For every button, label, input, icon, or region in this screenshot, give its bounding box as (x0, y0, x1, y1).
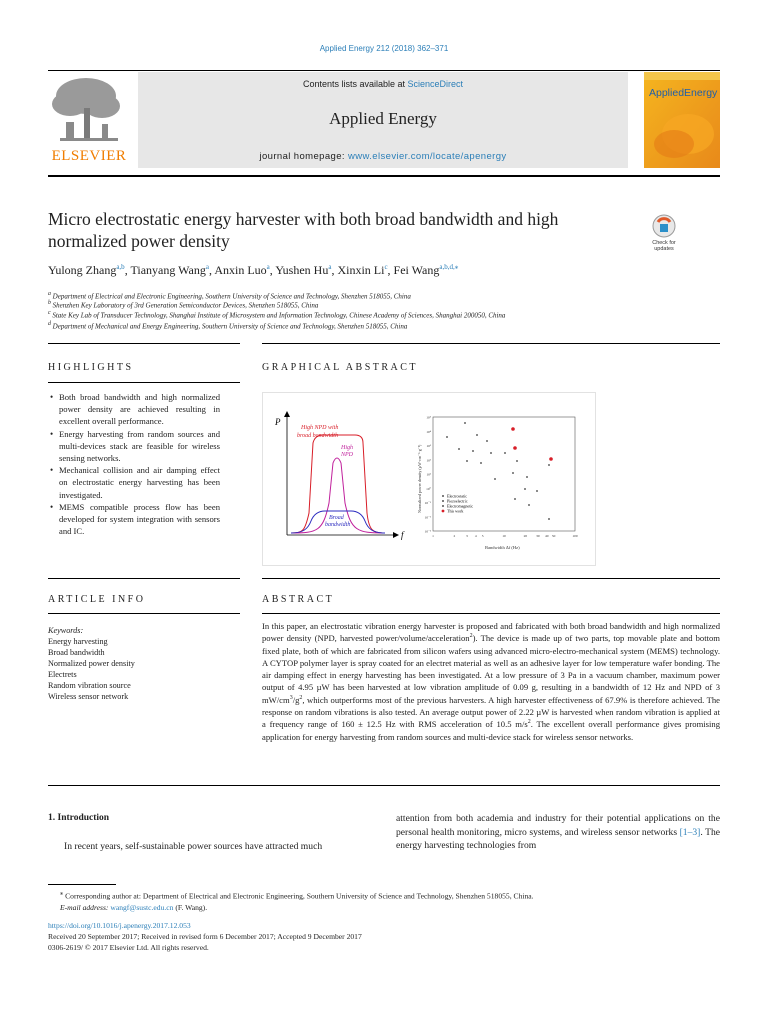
x-tick-label: 1 (432, 534, 434, 538)
graphical-abstract-svg (263, 393, 595, 565)
author-affiliation-mark[interactable]: c (384, 263, 388, 271)
data-point (504, 452, 506, 454)
journal-homepage (138, 151, 628, 162)
check-for-updates-badge[interactable] (646, 212, 682, 252)
homepage-link[interactable]: www.elsevier.com/locate/apenergy (348, 151, 507, 162)
diagram-y-arrow (284, 411, 290, 417)
introduction-heading: 1. Introduction (48, 813, 110, 823)
this-work-point (513, 446, 517, 450)
email-link[interactable]: wangf@sustc.edu.cn (110, 902, 174, 912)
label-high-npd: High (341, 445, 353, 451)
y-tick-label: 10⁵ (426, 415, 431, 420)
author-affiliation-mark[interactable]: a (328, 263, 332, 271)
author-affiliation-mark[interactable]: a (205, 263, 209, 271)
x-tick-label: 4 (474, 534, 477, 538)
badge-line-1: Check for (652, 240, 676, 246)
keyword: Electrets (48, 670, 77, 679)
label-broad-2: bandwidth (325, 522, 351, 528)
reference-link[interactable]: [1–3] (679, 826, 701, 838)
data-point (528, 504, 530, 506)
contents-available (138, 79, 628, 89)
author-name[interactable]: Tianyang Wang (130, 263, 206, 277)
journal-cover-image[interactable] (644, 72, 720, 168)
keywords-label: Keywords: (48, 626, 84, 635)
data-point (494, 478, 496, 480)
affiliation-mark: a (48, 291, 51, 297)
highlights-rule (48, 343, 240, 344)
article-title: Micro electrostatic energy harvester with both broad bandwidth and high normalized power density (48, 209, 559, 251)
x-tick-label: 100 (572, 534, 578, 538)
affiliation (48, 300, 688, 309)
x-tick-label: 40 (544, 534, 549, 538)
data-point (472, 450, 474, 452)
affiliation-mark: b (48, 300, 51, 306)
graphical-abstract-figure[interactable] (262, 392, 596, 566)
y-tick-label: 10¹ (426, 472, 431, 477)
author-name[interactable]: Yushen Hu (275, 263, 329, 277)
x-tick-label: 10 (502, 534, 506, 538)
author-name[interactable]: Fei Wang (393, 263, 440, 277)
highlight-item: • Both broad bandwidth and high normalized power density are achieved resulting in excellent overall performance. (48, 391, 220, 428)
contents-prefix: Contents lists available at (302, 79, 408, 89)
top-rule (48, 70, 720, 71)
data-point (524, 488, 526, 490)
abstract-part: . The excellent overall performance gives promising application for energy harvesting from random sources and multi-device stack for wireless sensor networks. (262, 719, 720, 742)
abstract-sup: 3 (289, 694, 293, 701)
keyword: Energy harvesting (48, 637, 108, 646)
label-broad: Broad (329, 515, 344, 521)
highlights-heading: HIGHLIGHTS (48, 362, 134, 373)
footnote-mark: ⁎ (60, 890, 64, 897)
author-name[interactable]: Anxin Luo (214, 263, 267, 277)
affiliation (48, 321, 688, 330)
scatter-y-label: Normalized power density (µW·cm⁻³·g⁻²) (417, 444, 422, 513)
keyword: Wireless sensor network (48, 692, 129, 701)
abstract-part: In this paper, an electrostatic vibration energy harvester is proposed and fabricated with both broad bandwidth and high normalized power density (NPD, harvested power/volume/acceleration (262, 621, 720, 644)
legend-marker (442, 505, 444, 507)
email-suffix: (F. Wang). (173, 902, 208, 912)
affiliation (48, 291, 688, 300)
x-tick-label: 30 (536, 534, 540, 538)
journal-title: Applied Energy (329, 109, 437, 128)
affiliation-text: Shenzhen Key Laboratory of 3rd Generation Semiconductor Devices, Shenzhen 518055, China (52, 301, 319, 310)
author-name[interactable]: Yulong Zhang (48, 263, 117, 277)
introduction-right-column (396, 812, 720, 853)
data-point (486, 440, 488, 442)
footnote-rule (48, 884, 116, 885)
keywords-block (48, 625, 248, 702)
label-high-npd-broad: High NPD with (301, 425, 339, 431)
legend-entry: Electrostatic (447, 493, 467, 499)
keyword: Normalized power density (48, 659, 135, 668)
diagram-y-label: P (275, 417, 281, 427)
copyright: 0306-2619/ © 2017 Elsevier Ltd. All rights reserved. (48, 943, 209, 952)
author-affiliation-mark[interactable]: a,b,d,⁎ (439, 263, 459, 271)
sciencedirect-link[interactable]: ScienceDirect (407, 79, 464, 89)
article-info-underline (48, 613, 240, 614)
affiliation-text: Department of Electrical and Electronic Engineering, Southern University of Science and Technology, Shenzhen 518055, China (52, 292, 411, 301)
scatter-y-ticks (425, 416, 432, 534)
badge-line-2: updates (654, 246, 674, 252)
data-point (514, 498, 516, 500)
doi-block (48, 920, 720, 953)
homepage-prefix: journal homepage: (259, 151, 348, 162)
x-tick-label: 5 (481, 534, 484, 538)
abstract-rule (262, 578, 720, 579)
legend-entry: Piezoelectric (447, 498, 468, 504)
legend-entry: This work (447, 508, 464, 514)
x-tick-label: 20 (523, 534, 528, 538)
scatter-legend (442, 494, 474, 514)
label-high-npd-broad-2: broad bandwidth (297, 433, 338, 439)
author-affiliation-mark[interactable]: a,b (116, 263, 125, 271)
highlight-item: • MEMS compatible process flow has been developed for system integration with sensors and IC. (48, 501, 220, 538)
highlights-list (48, 391, 220, 537)
abstract-bottom-rule (48, 785, 720, 786)
x-tick-label: 2 (453, 534, 456, 538)
abstract-part: /g (292, 694, 300, 705)
y-tick-label: 10⁰ (426, 486, 431, 491)
keyword: Random vibration source (48, 681, 131, 690)
author-list: Yulong Zhang$^{a,b}$, Tianyang Wang$^a$, Anxin Luo$^a$, Yushen Hu$^a$, Xinxin Li$^c$, Fei Wang$^{a,b,d,⁎}$ (48, 263, 459, 277)
doi-link[interactable]: https://doi.org/10.1016/j.apenergy.2017.12.053 (48, 921, 191, 930)
data-point (548, 518, 550, 520)
elsevier-logo (46, 74, 132, 164)
footnote-text: Corresponding author at: Department of Electrical and Electronic Engineering, Southern University of Science and Technology, Shenzhen 518055, China. (65, 891, 534, 901)
abstract-part: ). The device is made up of two parts, top movable plate and bottom fixed plate, both of which are fabricated from silicon wafers using advanced micro-electro-mechanical system (MEMS) technology. A CYTOP polymer layer is spray coated for an electret material as well as an adhesive layer for low temperature wafer bonding. The air damping effect in energy harvesting has been investigated. At a low pressure of 3 Pa in a vacuum chamber, maximum power output of 4.95 µW has been harvested at low vibration amplitude of 0.09 g, resulting in a bandwidth of 12 Hz and NPD of 3 mW/cm (262, 633, 720, 705)
x-tick-label: 50 (551, 534, 556, 538)
cover-title: AppliedEnergy (649, 87, 718, 99)
highlights-underline (48, 382, 240, 383)
abstract-underline (262, 613, 720, 614)
y-tick-label: 10⁻³ (424, 529, 431, 534)
graphical-abstract-rule (262, 343, 720, 344)
graphical-abstract-heading: GRAPHICAL ABSTRACT (262, 362, 419, 373)
y-tick-label: 10² (426, 458, 431, 463)
journal-reference[interactable]: Applied Energy 212 (2018) 362–371 (319, 44, 449, 53)
author-name[interactable]: Xinxin Li (337, 263, 385, 277)
abstract-part: , which outperforms most of the previous harvesters. A high harvester effectiveness of 67.9% is therefore achieved. The response on random vibrations is also tested. An average output power of 2.22 µW is harvested when random vibration is applied at a frequency range of 160 ± 12.5 Hz with RMS acceleration of 10.5 m/s (262, 694, 720, 730)
y-tick-label: 10⁻¹ (424, 501, 431, 505)
abstract-heading: ABSTRACT (262, 594, 335, 605)
this-work-point (549, 457, 553, 461)
y-tick-label: 10⁴ (426, 429, 431, 434)
data-point (476, 434, 478, 436)
scatter-x-label: Bandwidth Δf (Hz) (485, 545, 520, 550)
abstract-sup: 2 (527, 719, 531, 726)
article-info-heading: ARTICLE INFO (48, 594, 146, 605)
x-tick-label: 3 (466, 534, 468, 538)
y-tick-label: 10⁻² (424, 515, 431, 520)
article-info-rule (48, 578, 240, 579)
corresponding-author-footnote (48, 888, 720, 913)
legend-marker (442, 500, 444, 502)
intro-text: . The energy harvesting technologies from (396, 826, 720, 851)
abstract-sup: 2 (469, 633, 473, 640)
affiliation (48, 310, 688, 319)
elsevier-wordmark: ELSEVIER (51, 148, 127, 164)
diagram-x-arrow (393, 532, 399, 538)
header-rule (48, 175, 720, 177)
legend-marker (442, 495, 444, 497)
data-point (512, 472, 514, 474)
affiliation-mark: c (48, 310, 51, 316)
data-point (536, 490, 538, 492)
affiliation-mark: d (48, 321, 51, 327)
author-affiliation-mark[interactable]: a (266, 263, 270, 271)
highlight-item: • Energy harvesting from random sources and multi-devices stack are feasible for wireless sensing networks. (48, 428, 220, 465)
scatter-frame (433, 417, 575, 531)
data-point (548, 464, 550, 466)
data-point (458, 448, 460, 450)
legend-entry: Electromagnetic (447, 503, 474, 509)
received-dates: Received 20 September 2017; Received in revised form 6 December 2017; Accepted 9 December 2017 (48, 932, 362, 941)
y-tick-label: 10³ (426, 444, 431, 448)
diagram-x-label: f (401, 530, 404, 540)
abstract-text (262, 620, 720, 743)
data-point (526, 476, 528, 478)
abstract-sup: 2 (299, 694, 303, 701)
data-point (446, 436, 448, 438)
email-label: E-mail address: (60, 902, 111, 912)
this-work-point (511, 427, 515, 431)
keyword: Broad bandwidth (48, 648, 105, 657)
affiliation-text: Department of Mechanical and Energy Engineering, Southern University of Science and Technology, Shenzhen 518055, China (52, 322, 408, 331)
scatter-x-ticks (432, 534, 578, 538)
data-point (480, 462, 482, 464)
data-point (466, 460, 468, 462)
data-point (490, 452, 492, 454)
highlight-item: • Mechanical collision and air damping effect on electrostatic energy harvesting has been investigated. (48, 464, 220, 501)
introduction-left-column: In recent years, self-sustainable power sources have attracted much (64, 841, 323, 852)
intro-text: attention from both academia and industry for their potential applications on the personal health monitoring, micro systems, and wireless sensor networks (396, 813, 720, 838)
data-point (516, 460, 518, 462)
data-point (464, 422, 466, 424)
label-high-npd-2: NPD (341, 452, 353, 458)
legend-marker (442, 510, 445, 513)
affiliation-text: State Key Lab of Transducer Technology, Shanghai Institute of Microsystem and Information Technology, Chinese Academy of Sciences, Shanghai 200050, China (52, 311, 506, 320)
